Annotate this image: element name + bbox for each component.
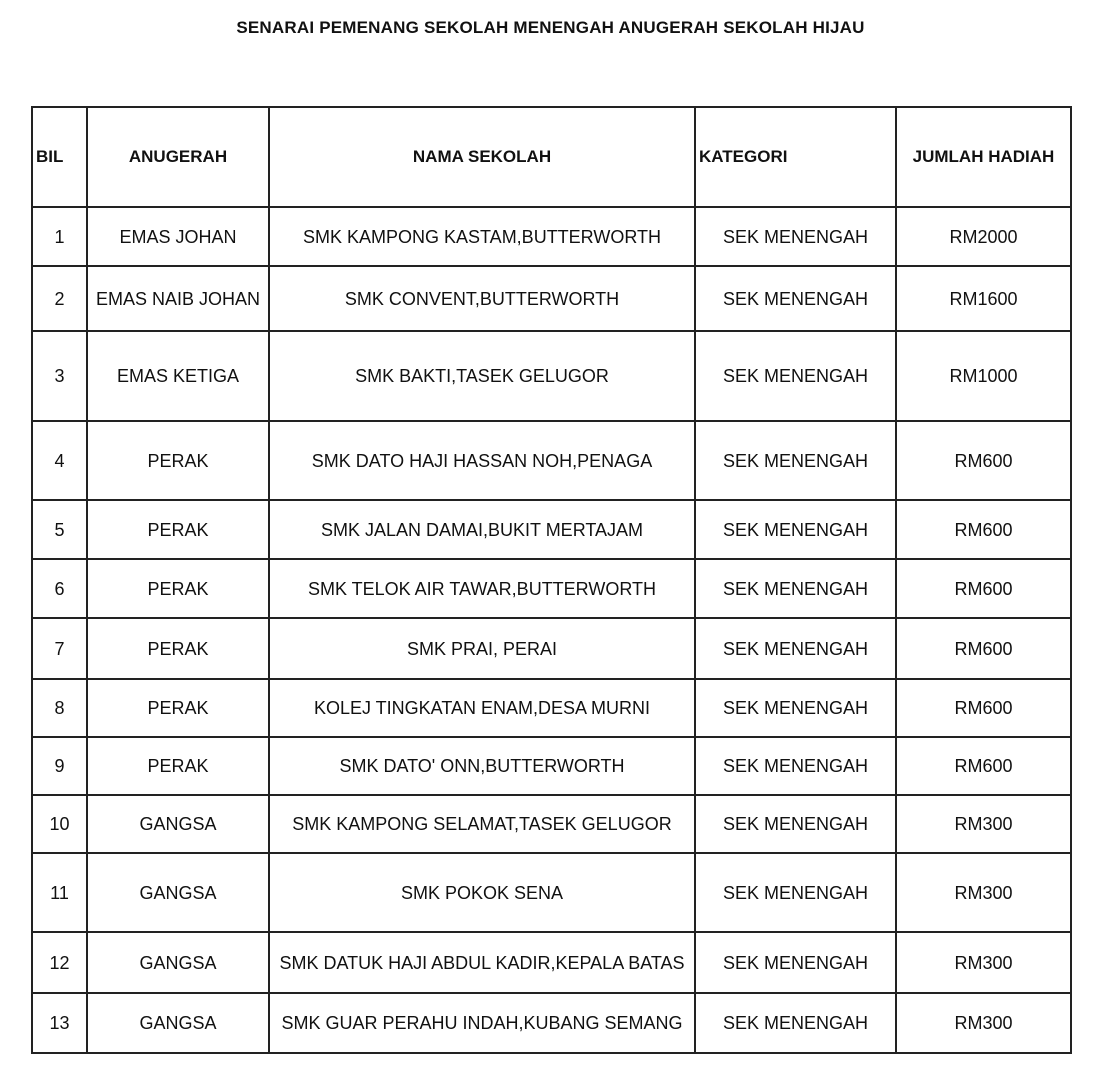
cell-anugerah: EMAS JOHAN — [87, 207, 269, 266]
cell-nama-sekolah: SMK KAMPONG KASTAM,BUTTERWORTH — [269, 207, 695, 266]
cell-nama-sekolah: SMK CONVENT,BUTTERWORTH — [269, 266, 695, 331]
table-row — [32, 500, 1071, 559]
cell-jumlah-hadiah: RM1000 — [896, 331, 1071, 421]
cell-anugerah: GANGSA — [87, 795, 269, 853]
cell-nama-sekolah: SMK POKOK SENA — [269, 853, 695, 932]
cell-kategori: SEK MENENGAH — [695, 331, 896, 421]
cell-jumlah-hadiah: RM600 — [896, 559, 1071, 618]
cell-nama-sekolah: SMK GUAR PERAHU INDAH,KUBANG SEMANG — [269, 993, 695, 1053]
cell-jumlah-hadiah: RM1600 — [896, 266, 1071, 331]
cell-nama-sekolah: SMK KAMPONG SELAMAT,TASEK GELUGOR — [269, 795, 695, 853]
column-header-jumlah-hadiah: JUMLAH HADIAH — [896, 107, 1071, 207]
column-header-anugerah: ANUGERAH — [87, 107, 269, 207]
cell-bil: 8 — [32, 679, 87, 737]
cell-jumlah-hadiah: RM300 — [896, 853, 1071, 932]
cell-jumlah-hadiah: RM300 — [896, 993, 1071, 1053]
cell-bil: 7 — [32, 618, 87, 679]
cell-kategori: SEK MENENGAH — [695, 993, 896, 1053]
cell-anugerah: PERAK — [87, 421, 269, 500]
cell-kategori: SEK MENENGAH — [695, 737, 896, 795]
cell-kategori: SEK MENENGAH — [695, 207, 896, 266]
cell-bil: 13 — [32, 993, 87, 1053]
column-header-nama-sekolah: NAMA SEKOLAH — [269, 107, 695, 207]
cell-jumlah-hadiah: RM300 — [896, 795, 1071, 853]
cell-jumlah-hadiah: RM300 — [896, 932, 1071, 993]
cell-anugerah: PERAK — [87, 500, 269, 559]
cell-anugerah: GANGSA — [87, 853, 269, 932]
cell-anugerah: GANGSA — [87, 932, 269, 993]
cell-jumlah-hadiah: RM600 — [896, 500, 1071, 559]
cell-anugerah: PERAK — [87, 679, 269, 737]
cell-bil: 9 — [32, 737, 87, 795]
cell-kategori: SEK MENENGAH — [695, 421, 896, 500]
cell-nama-sekolah: SMK PRAI, PERAI — [269, 618, 695, 679]
cell-kategori: SEK MENENGAH — [695, 932, 896, 993]
table-row — [32, 932, 1071, 993]
page-title: SENARAI PEMENANG SEKOLAH MENENGAH ANUGERAH SEKOLAH HIJAU — [236, 18, 865, 37]
cell-jumlah-hadiah: RM600 — [896, 679, 1071, 737]
table-row — [32, 266, 1071, 331]
winners-table — [31, 106, 1072, 1054]
table-row — [32, 737, 1071, 795]
table-row — [32, 853, 1071, 932]
cell-bil: 2 — [32, 266, 87, 331]
cell-bil: 4 — [32, 421, 87, 500]
cell-kategori: SEK MENENGAH — [695, 795, 896, 853]
cell-bil: 3 — [32, 331, 87, 421]
cell-anugerah: GANGSA — [87, 993, 269, 1053]
cell-anugerah: EMAS NAIB JOHAN — [87, 266, 269, 331]
column-header-kategori: KATEGORI — [695, 107, 896, 207]
cell-kategori: SEK MENENGAH — [695, 500, 896, 559]
header-row — [32, 107, 1071, 207]
table-row — [32, 421, 1071, 500]
cell-bil: 6 — [32, 559, 87, 618]
table-row — [32, 207, 1071, 266]
cell-bil: 1 — [32, 207, 87, 266]
cell-kategori: SEK MENENGAH — [695, 266, 896, 331]
table-row — [32, 993, 1071, 1053]
cell-nama-sekolah: SMK TELOK AIR TAWAR,BUTTERWORTH — [269, 559, 695, 618]
cell-bil: 11 — [32, 853, 87, 932]
cell-nama-sekolah: SMK DATO' ONN,BUTTERWORTH — [269, 737, 695, 795]
cell-jumlah-hadiah: RM2000 — [896, 207, 1071, 266]
cell-nama-sekolah: SMK BAKTI,TASEK GELUGOR — [269, 331, 695, 421]
cell-jumlah-hadiah: RM600 — [896, 737, 1071, 795]
table-row — [32, 331, 1071, 421]
table-row — [32, 618, 1071, 679]
cell-anugerah: PERAK — [87, 737, 269, 795]
table-row — [32, 679, 1071, 737]
cell-bil: 5 — [32, 500, 87, 559]
cell-kategori: SEK MENENGAH — [695, 618, 896, 679]
cell-kategori: SEK MENENGAH — [695, 679, 896, 737]
table-row — [32, 795, 1071, 853]
cell-nama-sekolah: SMK JALAN DAMAI,BUKIT MERTAJAM — [269, 500, 695, 559]
cell-jumlah-hadiah: RM600 — [896, 421, 1071, 500]
cell-anugerah: PERAK — [87, 559, 269, 618]
cell-bil: 12 — [32, 932, 87, 993]
cell-kategori: SEK MENENGAH — [695, 853, 896, 932]
cell-bil: 10 — [32, 795, 87, 853]
cell-kategori: SEK MENENGAH — [695, 559, 896, 618]
cell-nama-sekolah: SMK DATUK HAJI ABDUL KADIR,KEPALA BATAS — [269, 932, 695, 993]
cell-jumlah-hadiah: RM600 — [896, 618, 1071, 679]
cell-anugerah: PERAK — [87, 618, 269, 679]
cell-nama-sekolah: SMK DATO HAJI HASSAN NOH,PENAGA — [269, 421, 695, 500]
table-row — [32, 559, 1071, 618]
column-header-bil: BIL — [32, 107, 87, 207]
cell-anugerah: EMAS KETIGA — [87, 331, 269, 421]
cell-nama-sekolah: KOLEJ TINGKATAN ENAM,DESA MURNI — [269, 679, 695, 737]
